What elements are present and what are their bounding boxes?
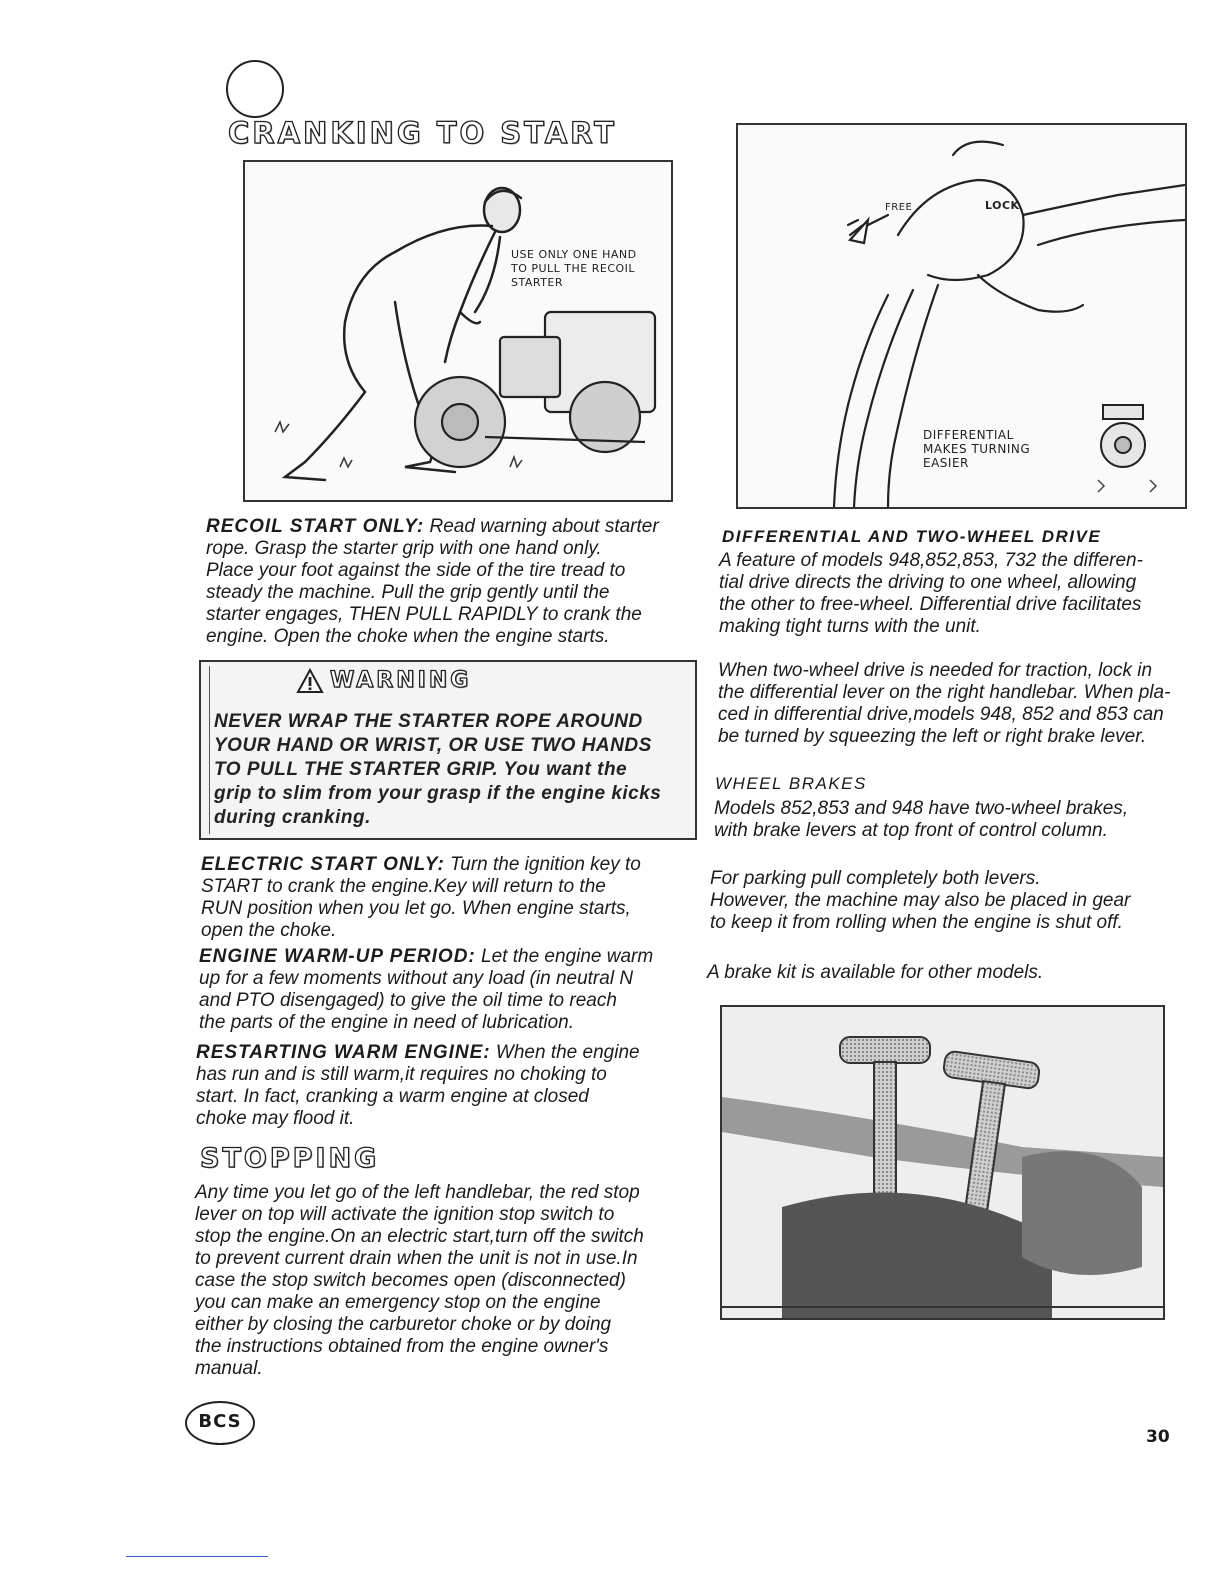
warning-title: WARNING [330,668,472,693]
text-line: rope. Grasp the starter grip with one hand only. [206,538,602,559]
recoil-start-illustration [243,160,673,502]
text-line: either by closing the carburetor choke or by doing [195,1314,612,1335]
figure-caption-line-1: DIFFERENTIAL [923,428,1014,442]
wheel-brakes-heading: WHEEL BRAKES [715,774,867,793]
text-line: stop the engine.On an electric start,turn off the switch [195,1226,644,1247]
lock-label: LOCK [985,199,1020,212]
section-marker-circle [226,60,284,118]
text-line: Models 852,853 and 948 have two-wheel brakes, [714,798,1129,819]
warning-line: YOUR HAND OR WRIST, OR USE TWO HANDS [214,735,652,756]
brakes-paragraph-1 [714,798,1194,842]
warning-line: during cranking. [214,807,371,828]
text-line: ced in differential drive,models 948, 852 and 853 can [718,704,1164,725]
text-line: with brake levers at top front of control column. [714,820,1108,841]
text-line: RUN position when you let go. When engine starts, [201,898,631,919]
figure-caption-line-3: STARTER [511,276,564,289]
text-line: For parking pull completely both levers. [710,868,1041,889]
section-title-stopping: STOPPING [200,1143,380,1174]
brake-levers-photo [720,1005,1165,1320]
differential-paragraph-2 [718,660,1198,748]
text-line: to keep it from rolling when the engine is shut off. [710,912,1123,933]
text-line: start. In fact, cranking a warm engine at closed [196,1086,589,1107]
text-line: up for a few moments without any load (in neutral N [199,968,634,989]
text-line: case the stop switch becomes open (disconnected) [195,1270,626,1291]
text-line: the other to free-wheel. Differential drive facilitates [719,594,1142,615]
text-line: the differential lever on the right handlebar. When pla- [718,682,1171,703]
stopping-paragraph [195,1182,695,1380]
brakes-paragraph-3: A brake kit is available for other models. [707,962,1044,983]
electric-start-paragraph [201,854,701,942]
figure-caption-line-1: USE ONLY ONE HAND [511,248,637,261]
text-line: to prevent current drain when the unit is not in use.In [195,1248,638,1269]
footer-rule [126,1556,268,1557]
figure-caption-line-2: TO PULL THE RECOIL [511,262,636,275]
text-line: be turned by squeezing the left or right brake lever. [718,726,1147,747]
bcs-logo: BCS [185,1401,255,1445]
electric-start-lead: ELECTRIC START ONLY: [201,854,445,875]
text-line: has run and is still warm,it requires no choking to [196,1064,607,1085]
text-line: steady the machine. Pull the grip gently until the [206,582,610,603]
text-line: Let the engine warm [475,946,654,967]
text-line: However, the machine may also be placed in gear [710,890,1131,911]
warmup-paragraph [199,946,699,1034]
warmup-lead: ENGINE WARM-UP PERIOD: [199,946,476,967]
differential-heading: DIFFERENTIAL AND TWO-WHEEL DRIVE [722,527,1102,546]
text-line: Turn the ignition key to [444,854,641,875]
figure-caption-line-3: EASIER [923,456,969,470]
text-line: manual. [195,1358,263,1379]
text-line: Place your foot against the side of the tire tread to [206,560,626,581]
figure-caption-line-2: MAKES TURNING [923,442,1031,456]
text-line: Any time you let go of the left handlebar, the red stop [195,1182,640,1203]
restart-lead: RESTARTING WARM ENGINE: [196,1042,491,1063]
text-line: and PTO disengaged) to give the oil time to reach [199,990,617,1011]
text-line: choke may flood it. [196,1108,355,1129]
warning-line: TO PULL THE STARTER GRIP. You want the [214,759,628,780]
text-line: making tight turns with the unit. [719,616,981,637]
text-line: A feature of models 948,852,853, 732 the differen- [719,550,1143,571]
brakes-paragraph-2 [710,868,1190,934]
text-line: lever on top will activate the ignition stop switch to [195,1204,615,1225]
text-line: the parts of the engine in need of lubrication. [199,1012,574,1033]
restart-paragraph [196,1042,696,1130]
differential-lever-illustration [736,123,1187,509]
text-line: starter engages, THEN PULL RAPIDLY to crank the [206,604,642,625]
page-number: 30 [1146,1427,1170,1447]
warning-line: NEVER WRAP THE STARTER ROPE AROUND [214,711,643,732]
text-line: When two-wheel drive is needed for traction, lock in [718,660,1153,681]
text-line: Read warning about starter [424,516,659,537]
text-line: engine. Open the choke when the engine starts. [206,626,610,647]
text-line: open the choke. [201,920,337,941]
text-line: tial drive directs the driving to one wheel, allowing [719,572,1137,593]
section-title-cranking: CRANKING TO START [228,116,617,150]
differential-paragraph-1 [719,550,1199,638]
text-line: START to crank the engine.Key will return to the [201,876,606,897]
warning-line: grip to slim from your grasp if the engine kicks [214,783,662,804]
warning-triangle-icon [296,668,324,694]
text-line: When the engine [490,1042,640,1063]
free-label: FREE [885,202,913,213]
warning-text [214,710,684,830]
recoil-start-paragraph [206,516,706,648]
text-line: you can make an emergency stop on the engine [195,1292,601,1313]
text-line: the instructions obtained from the engine owner's [195,1336,609,1357]
recoil-start-lead: RECOIL START ONLY: [206,516,425,537]
